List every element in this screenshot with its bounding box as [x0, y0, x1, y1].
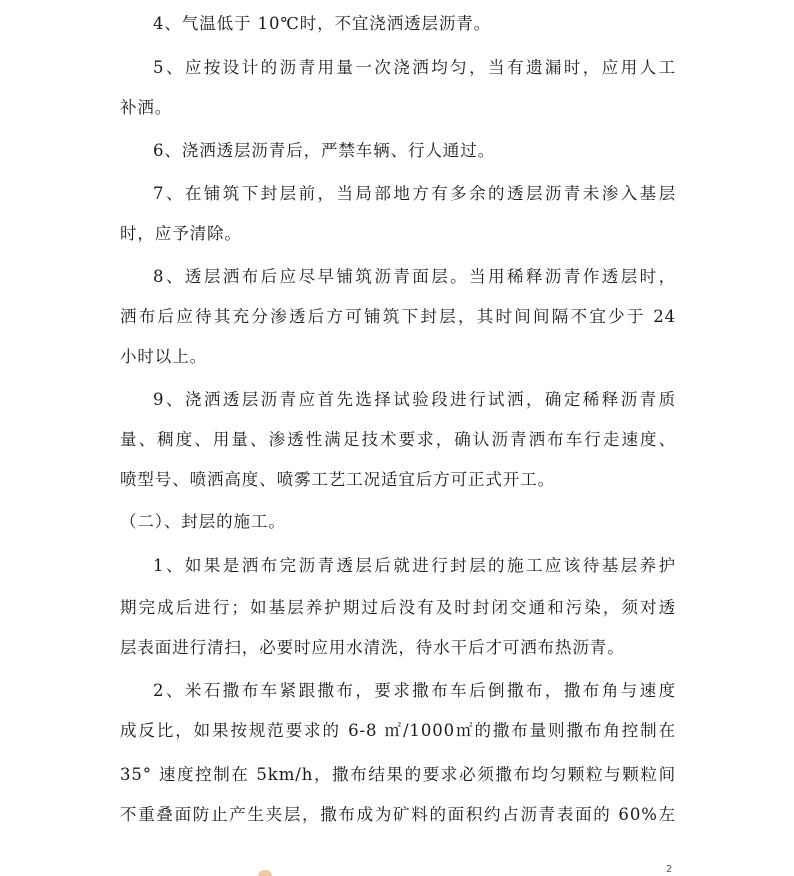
section-heading-seal-layer: （二）、封层的施工。 [120, 512, 286, 531]
decorative-mark [258, 870, 272, 876]
text-line-item7: 7、在铺筑下封层前，当局部地方有多余的透层沥青未渗入基层 [153, 184, 676, 203]
text-line-item8-cont2: 小时以上。 [120, 347, 207, 366]
text-line-item5-cont: 补洒。 [120, 98, 173, 117]
text-line-item9-cont1: 量、稠度、用量、渗透性满足技术要求，确认沥青洒布车行走速度、 [120, 430, 676, 449]
text-line-item8: 8、透层洒布后应尽早铺筑沥青面层。当用稀释沥青作透层时， [153, 267, 676, 286]
text-line-seal-item2-cont3: 不重叠面防止产生夹层，撒布成为矿料的面积约占沥青表面的 60%左 [120, 805, 676, 824]
text-line-item6: 6、浇洒透层沥青后，严禁车辆、行人通过。 [153, 141, 495, 160]
text-line-item4: 4、气温低于 10℃时，不宜浇洒透层沥青。 [153, 14, 492, 33]
text-line-seal-item1-cont2: 层表面进行清扫，必要时应用水清洗，待水干后才可洒布热沥青。 [120, 638, 625, 657]
text-line-seal-item2-cont1: 成反比，如果按规范要求的 6-8 ㎡/1000㎡的撒布量则撒布角控制在 [120, 721, 676, 740]
text-line-seal-item1-cont1: 期完成后进行；如基层养护期过后没有及时封闭交通和污染，须对透 [120, 598, 676, 617]
text-line-item7-cont: 时，应予清除。 [120, 224, 242, 243]
page-number: 2 [666, 864, 673, 875]
text-line-item5: 5、应按设计的沥青用量一次浇洒均匀，当有遗漏时，应用人工 [153, 58, 676, 77]
text-line-item9: 9、浇洒透层沥青应首先选择试验段进行试洒，确定稀释沥青质 [153, 390, 676, 409]
text-line-item9-cont2: 喷型号、喷洒高度、喷雾工艺工况适宜后方可正式开工。 [120, 470, 555, 489]
text-line-seal-item2-cont2: 35° 速度控制在 5km/h，撒布结果的要求必须撒布均匀颗粒与颗粒间 [120, 765, 676, 784]
text-line-seal-item2: 2、米石撒布车紧跟撒布，要求撒布车后倒撒布，撒布角与速度 [153, 681, 676, 700]
text-line-item8-cont1: 洒布后应待其充分渗透后方可铺筑下封层，其时间间隔不宜少于 24 [120, 307, 676, 326]
text-line-seal-item1: 1、如果是洒布完沥青透层后就进行封层的施工应该待基层养护 [153, 556, 676, 575]
